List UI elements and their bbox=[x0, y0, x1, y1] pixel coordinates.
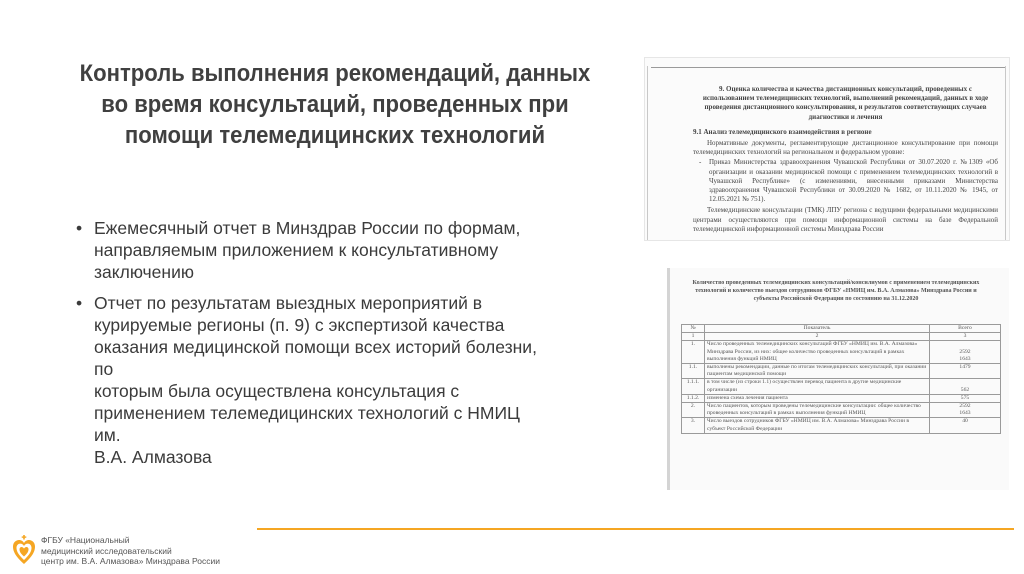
table-cell bbox=[930, 341, 1001, 364]
footer-line: центр им. В.А. Алмазова» Минздрава России bbox=[41, 556, 220, 566]
table-cell: 1. bbox=[682, 341, 705, 364]
footer-line: медицинский исследовательский bbox=[41, 545, 172, 556]
slide-title-line-2: во время консультаций, проведенных при bbox=[101, 91, 569, 118]
footer-divider bbox=[257, 528, 1014, 530]
table-value: 1643 bbox=[959, 355, 971, 362]
bullet-item-field-report bbox=[70, 292, 550, 468]
bullet-item-monthly-report bbox=[70, 217, 550, 283]
table-cell bbox=[930, 394, 1001, 402]
table-row bbox=[682, 418, 1001, 433]
table-caption: Количество проведенных телемедицинских консультаций/консилиумов с применением телемедицинских технологий и количество выездов сотрудников ФГБУ «НМИЦ им. В.А. Алмазова» Минздрава России и субъекты Российской Федерации по состоянию на 31.12.2020 bbox=[692, 280, 980, 302]
table-value: 1479 bbox=[959, 364, 971, 371]
table-cell: Число выездов сотрудников ФГБУ «НМИЦ им. В.А. Алмазова» Минздрава России в субъект Российской Федерации bbox=[705, 418, 930, 433]
bullet-line: оказания медицинской помощи всех историй болезни, по bbox=[94, 337, 537, 379]
document-border-left bbox=[647, 66, 648, 240]
footer-line: ФГБУ «Национальный bbox=[41, 535, 130, 545]
table-cell: 1 bbox=[682, 333, 705, 341]
document-heading: 9. Оценка количества и качества дистанционных консультаций, проведенных с использованием телемедицинских технологий, выполнений рекомендаций, данных в ходе проведения дистанционного консультирования, и результатов соответствующих случаев диагностики и лечения bbox=[702, 85, 989, 121]
table-cell bbox=[930, 418, 1001, 433]
table-cell bbox=[930, 364, 1001, 379]
bullet-line: которым была осуществлена консультация с bbox=[94, 381, 460, 401]
table-header-cell: Всего bbox=[930, 325, 1001, 333]
table-header-row bbox=[682, 325, 1001, 333]
document-border-right bbox=[1005, 66, 1006, 240]
table-value: 562 bbox=[960, 386, 970, 393]
table-row bbox=[682, 341, 1001, 364]
table-value: 1643 bbox=[959, 410, 971, 417]
document-edge bbox=[667, 268, 670, 490]
table-value: 2592 bbox=[959, 403, 971, 410]
bullet-list bbox=[70, 217, 550, 477]
table-value: 2592 bbox=[959, 348, 971, 355]
table-cell: 1.1.1. bbox=[682, 379, 705, 394]
document-paragraph: Нормативные документы, регламентирующие дистанционное консультирование при помощи телемедицинских технологий на региональном и федеральном уровне: bbox=[693, 139, 998, 157]
bullet-line: заключению bbox=[94, 262, 194, 282]
table-column-number-row bbox=[682, 333, 1001, 341]
bullet-line: направляемым приложением к консультативному bbox=[94, 240, 499, 260]
table-cell: 3. bbox=[682, 418, 705, 433]
almazov-center-logo-icon bbox=[12, 534, 36, 566]
bullet-line: Ежемесячный отчет в Минздрав России по формам, bbox=[94, 218, 521, 238]
table-cell: Число пациентов, которым проведены телемедицинские консультации: общее количество проведенных консультаций в рамках выполнения функций НМИЦ bbox=[705, 403, 930, 418]
bullet-marker: • bbox=[76, 293, 83, 313]
document-border-top bbox=[651, 67, 1005, 68]
table-cell bbox=[930, 379, 1001, 394]
table-cell: 2. bbox=[682, 403, 705, 418]
bullet-line: курируемые регионы (п. 9) с экспертизой качества bbox=[94, 315, 505, 335]
table-header-cell: Показатель bbox=[705, 325, 930, 333]
table-cell: изменена схема лечения пациента bbox=[705, 394, 930, 402]
document-paragraph: Телемедицинские консультации (ТМК) ЛПУ региона с ведущими федеральными медицинскими центрами осуществляются при помощи информационной системы на базе Федеральной телемедицинской информационной системы Минздрава России bbox=[693, 206, 998, 233]
bullet-line: применением телемедицинских технологий с НМИЦ им. bbox=[94, 403, 520, 445]
table-row bbox=[682, 394, 1001, 402]
document-list-item bbox=[693, 158, 998, 204]
list-item-text: Приказ Министерства здравоохранения Чувашской Республики от 30.07.2020 г. №1309 «Об организации и оказании медицинской помощи с применением телемедицинских технологий в Чувашской Республике» (с изменениями, внесенными приказами Министерства здравоохранения Чувашской Республики от 30.09.2020 № 1682, от 10.11.2020 № 1945, от 12.05.2021 № 751). bbox=[709, 158, 998, 204]
footer-organization bbox=[41, 535, 220, 567]
bullet-marker: • bbox=[76, 218, 83, 238]
table-row bbox=[682, 364, 1001, 379]
bullet-line: Отчет по результатам выездных мероприятий в bbox=[94, 293, 483, 313]
slide-title bbox=[54, 58, 615, 151]
table-header-cell: № bbox=[682, 325, 705, 333]
document-content bbox=[693, 85, 998, 234]
table-cell: 1.1. bbox=[682, 364, 705, 379]
table-value: 575 bbox=[960, 394, 970, 401]
bullet-line: В.А. Алмазова bbox=[94, 447, 212, 467]
table-cell bbox=[930, 403, 1001, 418]
table-row bbox=[682, 379, 1001, 394]
slide-title-line-3: помощи телемедицинских технологий bbox=[124, 122, 546, 149]
document-excerpt-section-9 bbox=[645, 58, 1009, 240]
table-cell: Число проведенных телемедицинских консультаций ФГБУ «НМИЦ им. В.А. Алмазова» Минздрава России, из них: общее количество проведенных консультаций в рамках выполнения функций НМИЦ bbox=[705, 341, 930, 364]
slide-title-line-1: Контроль выполнения рекомендаций, данных bbox=[79, 60, 591, 87]
table-cell: в том числе (из строки 1.1) осуществлен перевод пациента в другие медицинские организации bbox=[705, 379, 930, 394]
table-cell: выполнены рекомендации, данные по итогам телемедицинских консультаций, при оказании пациентам медицинской помощи bbox=[705, 364, 930, 379]
table-row bbox=[682, 403, 1001, 418]
consultations-table bbox=[681, 324, 1001, 434]
table-cell: 1.1.2. bbox=[682, 394, 705, 402]
document-subheading: 9.1 Анализ телемедицинского взаимодействия в регионе bbox=[693, 127, 872, 136]
table-cell: 2 bbox=[705, 333, 930, 341]
table-cell: 3 bbox=[930, 333, 1001, 341]
document-excerpt-table bbox=[667, 268, 1009, 490]
table-value: 40 bbox=[962, 418, 968, 425]
list-marker: - bbox=[699, 158, 702, 167]
